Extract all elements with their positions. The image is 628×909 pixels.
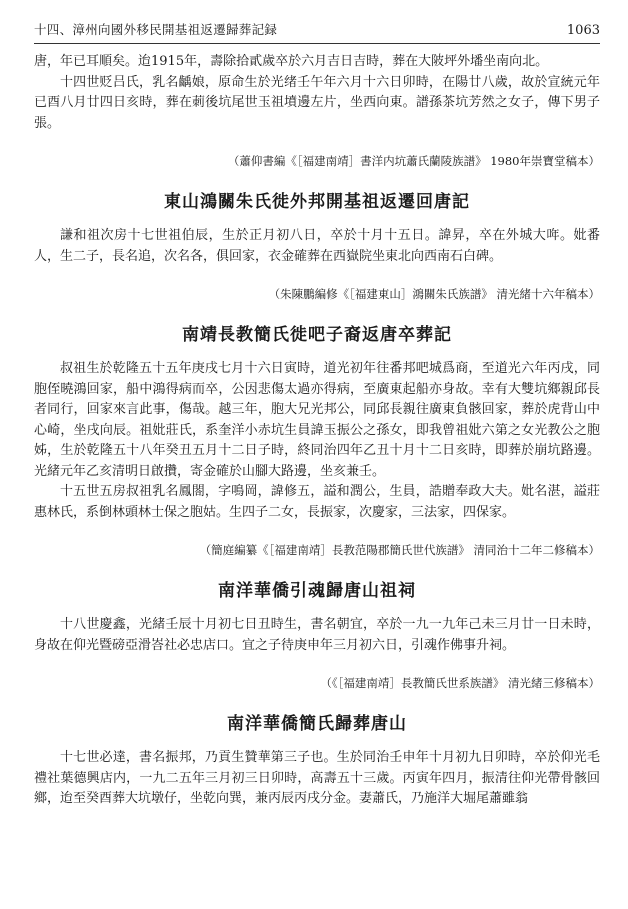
source-citation: （《［福建南靖］長教簡氏世系族譜》 清光緒三修稿本）: [320, 676, 600, 690]
section-title: 南靖長教簡氏徙吧子裔返唐卒葬記: [182, 325, 452, 345]
source-citation: （蕭仰書編《［福建南靖］書洋内坑蕭氏蘭陵族譜》 1980年崇寶堂稿本）: [227, 154, 600, 168]
page-number: 1063: [566, 23, 600, 38]
source-citation: （朱陳鵬編修《［福建東山］鴻關朱氏族譜》 清光緒十六年稿本）: [268, 287, 600, 301]
paragraph: 唐，年已耳順矣。迨1915年，壽除拾貳歲卒於六月吉日吉時，葬在大陂坪外墦坐南向北。: [34, 54, 549, 69]
running-title: 十四、漳州向國外移民開基祖返遷歸葬記録: [34, 22, 278, 37]
paragraph: 十五世五房叔祖乳名鳳閤，字鳴岡，諱修五，謚和潤公，生員，誥贈奉政大夫。妣名湛，謚莊惠林氏，系倒林頭林士保之胞姑。生四子二女，長振家，次慶家，三法家，四保家。: [34, 484, 600, 520]
section-title: 東山鴻關朱氏徙外邦開基祖返遷回唐記: [164, 192, 470, 212]
paragraph: 叔祖生於乾隆五十五年庚戌七月十六日寅時，道光初年往番邦吧城爲商，至道光六年丙戌，同胞侄曉鴻回家，船中鴻得病而卒，公因悲傷太過亦得病，至廣東起船亦身故。幸有大雙坑鄉親邱長者同行，回家來言此事，傷哉。越三年，胞大兄光邦公，同邱長親往廣東負骸回家，葬於虎背山中心崎，坐戌向辰。祖妣莊氏，系奎洋小赤坑生員諱玉振公之孫女，即我曾祖妣六第之女光教公之胞姊，生於乾隆五十八年癸丑五月十二日子時，終同治四年乙丑十月十二日亥時，即葬於崩坑路邊。光緒元年乙亥清明日啟攢，寄金確於山腳大路邊，坐亥兼壬。: [34, 361, 600, 479]
section-title: 南洋華僑引魂歸唐山祖祠: [218, 581, 416, 601]
paragraph: 十七世必達，書名振邦，乃貢生贊華第三子也。生於同治壬申年十月初九日卯時，卒於仰光毛禮社葉德興店内，一九二五年三月初三日卯時，高壽五十三歲。丙寅年四月，振清往仰光帶骨骸回鄉，迨至癸酉葬大坑墩仔，坐乾向巽，兼丙辰丙戌分金。妻蕭氏，乃施洋大堀尾蕭雖翁: [34, 750, 600, 806]
page-header: [34, 0, 600, 44]
source-citation: （簡庭編纂《［福建南靖］長教范陽郡簡氏世代族譜》 清同治十二年二修稿本）: [199, 543, 600, 557]
paragraph: 謙和祖次房十七世祖伯辰，生於正月初八日，卒於十月十五日。諱昇，卒在外城大哖。妣番人，生二子，長名追，次名各，俱回家，衣金確葬在西嶽院坐東北向西南石白碑。: [34, 228, 600, 264]
section-1: [34, 52, 600, 170]
paragraph: 十八世慶鑫，光緒壬辰十月初七日丑時生，書名朝宜，卒於一九一九年己未三月廿一日未時，身故在仰光暨磅亞滑峇社必忠店口。宜之子待庚申年三月初六日，引魂作佛事升祠。: [34, 617, 600, 653]
section-title: 南洋華僑簡氏歸葬唐山: [227, 714, 407, 734]
section-2: [34, 226, 600, 303]
paragraph: 十四世贬吕氏，乳名齲娘，原命生於光绪壬午年六月十六日卯時，在陽廿八歲，故於宣統元年已酉八月廿四日亥時，葬在莿後坑尾世玉祖墳邊左片，坐西向東。譜孫茶坑芳然之女子，傳下男子張。: [34, 74, 600, 131]
section-5: [34, 748, 600, 810]
section-4: [34, 615, 600, 692]
section-3: [34, 359, 600, 559]
